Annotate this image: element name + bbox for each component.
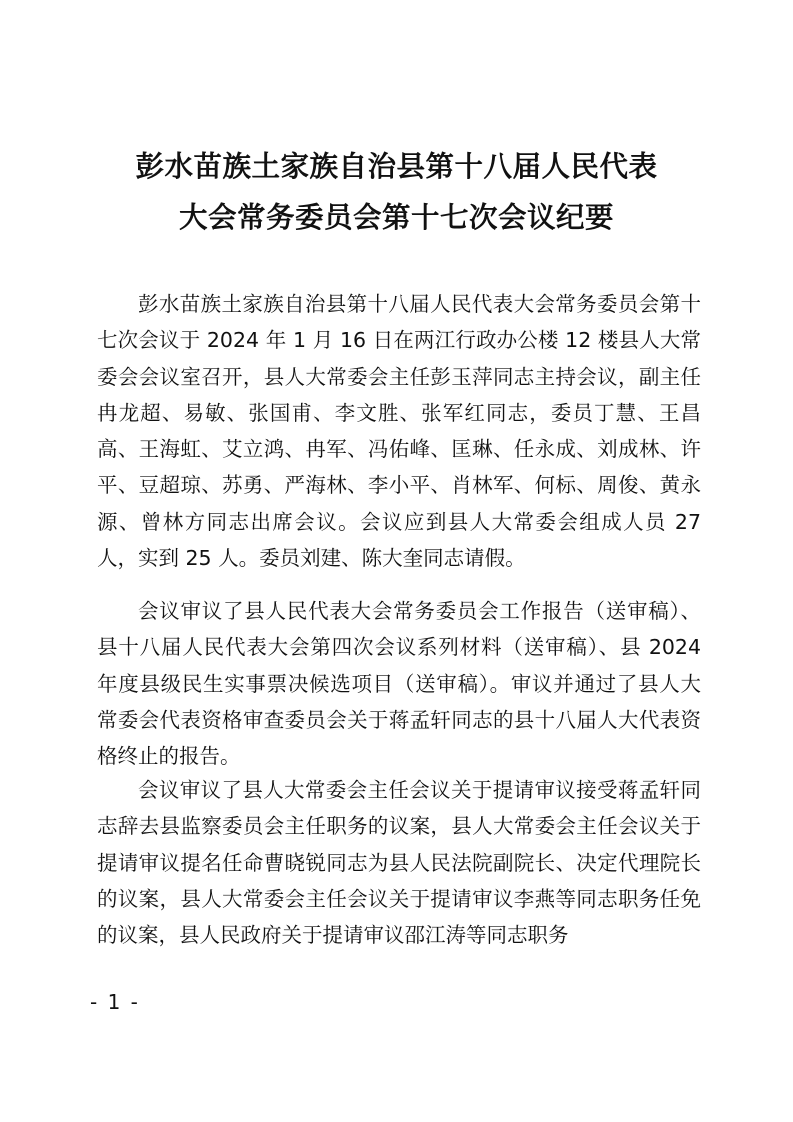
page-number: - 1 -: [90, 990, 140, 1014]
body-paragraph-1-container: [97, 286, 701, 576]
body-paragraph-2-container: [97, 593, 701, 774]
document-title-line-1: 彭水苗族土家族自治县第十八届人民代表: [135, 150, 658, 183]
document-title-line-2: 大会常务委员会第十七次会议纪要: [178, 201, 614, 234]
body-paragraph: 彭水苗族土家族自治县第十八届人民代表大会常务委员会第十七次会议于 2024 年 1 月 16 日在两江行政办公楼 12 楼县人大常委会会议室召开，县人大常委会主任彭玉萍同志主持会议，副主任冉龙超、易敏、张国甫、李文胜、张军红同志，委员丁慧、王昌高、王海虹、艾立鸿、冉军、冯佑峰、匡琳、任永成、刘成林、许平、豆超琼、苏勇、严海林、李小平、肖林军、何标、周俊、黄永源、曾林方同志出席会议。会议应到县人大常委会组成人员 27 人，实到 25 人。委员刘建、陈大奎同志请假。: [97, 292, 701, 571]
body-paragraph-3-container: [97, 772, 701, 953]
body-paragraph: 会议审议了县人大常委会主任会议关于提请审议接受蒋孟轩同志辞去县监察委员会主任职务的议案，县人大常委会主任会议关于提请审议提名任命曹晓锐同志为县人民法院副院长、决定代理院长的议案，县人大常委会主任会议关于提请审议李燕等同志职务任免的议案，县人民政府关于提请审议邵江涛等同志职务: [97, 778, 701, 948]
body-paragraph: 会议审议了县人民代表大会常务委员会工作报告（送审稿）、县十八届人民代表大会第四次会议系列材料（送审稿）、县 2024 年度县级民生实事票决候选项目（送审稿）。审议并通过了县人大常委会代表资格审查委员会关于蒋孟轩同志的县十八届人大代表资格终止的报告。: [97, 599, 701, 769]
